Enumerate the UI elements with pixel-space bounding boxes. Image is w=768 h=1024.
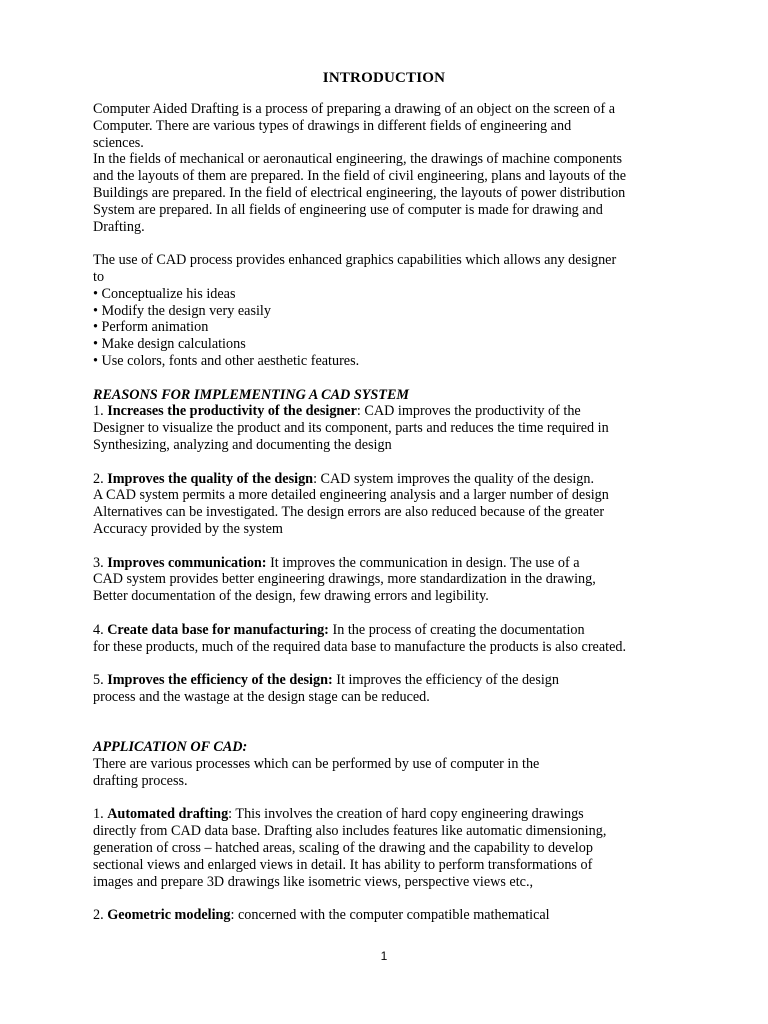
bullet-item: • Make design calculations: [93, 336, 246, 353]
application-number: 2.: [93, 907, 108, 924]
text-line: images and prepare 3D drawings like isometric views, perspective views etc.,: [93, 873, 534, 890]
reason-number: 1.: [93, 403, 108, 420]
page-number: 1: [380, 949, 388, 963]
text-line: directly from CAD data base. Drafting also includes features like automatic dimensioning,: [93, 823, 607, 840]
text-line: Synthesizing, analyzing and documenting the design: [93, 436, 392, 453]
bullet-item: • Use colors, fonts and other aesthetic features.: [93, 352, 360, 369]
paragraph-spacer: [93, 722, 693, 739]
paragraph-spacer: [93, 605, 693, 622]
text-line: Computer. There are various types of drawings in different fields of engineering and: [93, 117, 572, 134]
reason-term: Create data base for manufacturing:: [107, 621, 329, 638]
text-line: The use of CAD process provides enhanced graphics capabilities which allows any designer: [93, 252, 617, 269]
reason-first-line: [93, 622, 693, 639]
reason-text: : CAD system improves the quality of the design.: [313, 470, 595, 487]
application-intro: [93, 756, 693, 790]
reason-term: Increases the productivity of the designer: [107, 403, 357, 420]
reason-item: [93, 403, 693, 453]
reason-text: It improves the communication in design. The use of a: [266, 554, 580, 571]
bullet-item: • Modify the design very easily: [93, 302, 271, 319]
text-line: A CAD system permits a more detailed engineering analysis and a larger number of design: [93, 487, 609, 504]
text-line: Accuracy provided by the system: [93, 520, 283, 537]
application-text: : concerned with the computer compatible mathematical: [230, 907, 550, 924]
text-line: Alternatives can be investigated. The design errors are also reduced because of the greater: [93, 504, 605, 521]
reasons-heading: REASONS FOR IMPLEMENTING A CAD SYSTEM: [93, 386, 410, 403]
reason-first-line: [93, 672, 693, 689]
text-line: process and the wastage at the design stage can be reduced.: [93, 688, 430, 705]
reason-number: 4.: [93, 621, 108, 638]
text-line: Drafting.: [93, 218, 145, 235]
text-line: and the layouts of them are prepared. In the field of civil engineering, plans and layouts of the: [93, 168, 627, 185]
page-title: INTRODUCTION: [322, 70, 446, 86]
reason-term: Improves the efficiency of the design:: [107, 672, 333, 689]
text-line: for these products, much of the required data base to manufacture the products is also created.: [93, 638, 627, 655]
text-line: sectional views and enlarged views in detail. It has ability to perform transformations of: [93, 856, 593, 873]
text-line: sciences.: [93, 134, 144, 151]
paragraph-spacer: [93, 655, 693, 672]
application-text: : This involves the creation of hard copy engineering drawings: [228, 806, 584, 823]
reason-first-line: [93, 471, 693, 488]
application-heading: APPLICATION OF CAD:: [93, 739, 248, 756]
text-line: Computer Aided Drafting is a process of preparing a drawing of an object on the screen of a: [93, 101, 616, 117]
paragraph-spacer: [93, 706, 693, 723]
reason-text: It improves the efficiency of the design: [332, 672, 559, 689]
text-line: CAD system provides better engineering drawings, more standardization in the drawing,: [93, 571, 596, 588]
reason-item: [93, 555, 693, 605]
paragraph-spacer: [93, 790, 693, 807]
application-term: Automated drafting: [107, 806, 229, 823]
text-line: In the fields of mechanical or aeronautical engineering, the drawings of machine components: [93, 151, 623, 168]
bullet-item: • Perform animation: [93, 319, 209, 336]
document-body: [93, 101, 693, 924]
application-first-line: [93, 907, 693, 924]
paragraph-spacer: [93, 538, 693, 555]
application-term: Geometric modeling: [107, 907, 231, 924]
text-line: There are various processes which can be performed by use of computer in the: [93, 756, 540, 773]
text-line: drafting process.: [93, 772, 188, 789]
bullet-item: • Conceptualize his ideas: [93, 285, 236, 302]
cad-use-paragraph: [93, 252, 693, 286]
application-first-line: [93, 806, 693, 823]
intro-paragraph: [93, 101, 693, 235]
reason-text: : CAD improves the productivity of the: [356, 403, 581, 420]
bullet-list: [93, 286, 693, 370]
text-line: System are prepared. In all fields of engineering use of computer is made for drawing and: [93, 201, 603, 218]
application-item: [93, 907, 693, 924]
paragraph-spacer: [93, 235, 693, 252]
reason-number: 5.: [93, 672, 108, 689]
paragraph-spacer: [93, 890, 693, 907]
reason-item: [93, 672, 693, 706]
text-line: Buildings are prepared. In the field of electrical engineering, the layouts of power distribution: [93, 184, 626, 201]
reason-term: Improves the quality of the design: [107, 470, 314, 487]
application-item: [93, 806, 693, 890]
text-line: generation of cross – hatched areas, scaling of the drawing and the capability to develop: [93, 840, 593, 857]
reason-text: In the process of creating the documentation: [328, 621, 585, 638]
text-line: Better documentation of the design, few drawing errors and legibility.: [93, 588, 489, 605]
reason-number: 3.: [93, 554, 108, 571]
paragraph-spacer: [93, 370, 693, 387]
reason-first-line: [93, 555, 693, 572]
reason-item: [93, 622, 693, 656]
reason-first-line: [93, 403, 693, 420]
reason-item: [93, 471, 693, 538]
paragraph-spacer: [93, 454, 693, 471]
reason-number: 2.: [93, 470, 108, 487]
text-line: to: [93, 268, 105, 285]
application-number: 1.: [93, 806, 108, 823]
text-line: Designer to visualize the product and its component, parts and reduces the time required in: [93, 420, 609, 437]
reason-term: Improves communication:: [107, 554, 267, 571]
